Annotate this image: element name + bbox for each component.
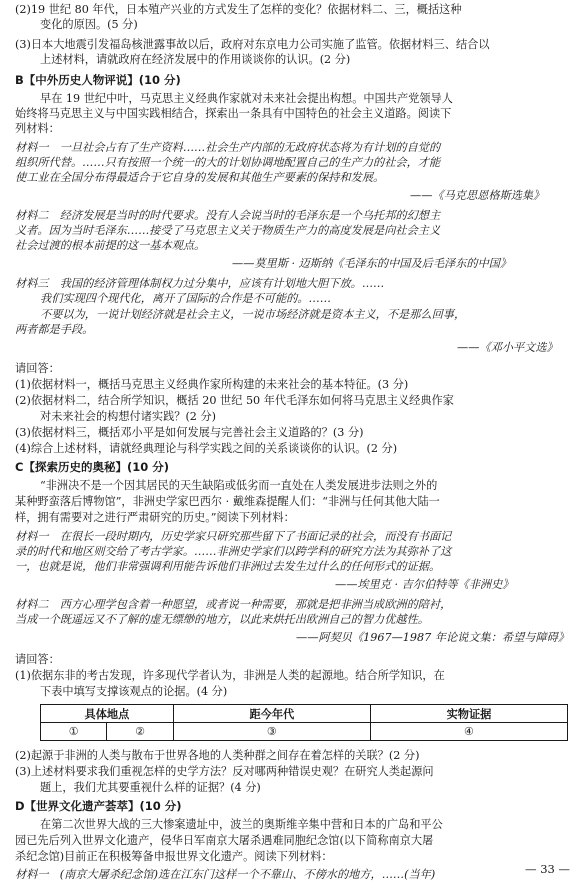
evidence-table-header-row [41,705,568,723]
section-d-material1-line1: 材料一 (南京大屠杀纪念馆)选在江东门这样一个不靠山、不傍水的地方，……(当年) [15,868,436,881]
section-b-intro-line2: 始终将马克思主义与中国实践相结合，探索出一条具有中国特色的社会主义道路。阅读下 [15,107,452,120]
section-d-heading: D【世界文化遗产荟萃】(10 分) [15,799,182,813]
section-c-question-prompt: 请回答： [15,653,60,666]
section-b-heading: B【中外历史人物评说】(10 分) [15,73,181,87]
evidence-table-cell-2[interactable]: ② [107,723,173,741]
evidence-table-header-location: 具体地点 [41,705,174,723]
section-c-material1-line2: 录的时代和地区则交给了考古学家。……非洲史学家们以跨学科的研究方法为其弥补了这 [15,545,452,558]
section-c-material1-line1: 材料一 在很长一段时期内，历史学家只研究那些留下了书面记录的社会，而没有书面记 [15,530,452,543]
section-b-question2-line2: 对未来社会的构想付诸实践？(2 分) [40,410,217,423]
evidence-table-header-evidence: 实物证据 [370,705,567,723]
page-number: — 33 — [525,862,570,876]
section-c-material1-source: ——埃里克 · 吉尔伯特等《非洲史》 [335,578,514,591]
section-c-question1-line2: 下表中填写支撑该观点的论据。(4 分) [40,685,228,698]
section-b-material1-line1: 材料一 一旦社会占有了生产资料……社会生产内部的无政府状态将为有计划的自觉的 [15,141,441,154]
question-a2-line2: 变化的原因。(5 分) [40,18,138,31]
section-b-question4: (4)综合上述材料，请就经典理论与科学实践之间的关系谈谈你的认识。(2 分) [15,442,398,455]
section-b-material2-line2: 义者。因为当时毛泽东……接受了马克思主义关于物质生产力的高度发展是向社会主义 [15,224,441,237]
section-d-intro-line3: 杀纪念馆)目前正在积极筹备申报世界文化遗产。阅读下列材料： [15,850,333,863]
section-b-intro-line3: 列材料： [15,122,60,135]
evidence-table [40,704,568,741]
evidence-table-header-age: 距今年代 [173,705,370,723]
evidence-table-answer-row [41,723,568,741]
section-b-material2-line3: 社会过渡的根本前提的这一基本观点。 [15,239,206,252]
section-c-material1-line3: 一，也就是说，他们非常强调利用能告诉他们非洲过去发生过什么的任何形式的证据。 [15,560,441,573]
section-c-intro-line3: 样，拥有需要对之进行严肃研究的历史。”阅读下列材料： [15,511,295,524]
evidence-table-cell-4[interactable]: ④ [370,723,567,741]
section-c-material2-line1: 材料二 西方心理学包含着一种愿望，或者说一种需要，那就是把非洲当成欧洲的陪衬， [15,598,452,611]
section-b-material1-line2: 组织所代替。……只有按照一个统一的大的计划协调地配置自己的生产力的社会，才能 [15,156,441,169]
section-b-question1: (1)依据材料一，概括马克思主义经典作家所构建的未来社会的基本特征。(3 分) [15,378,409,391]
section-c-material2-source: ——阿契贝《1967—1987 年论说文集：希望与障碍》 [296,631,570,644]
section-c-intro-line2: 某种野蛮落后博物馆”，非洲史学家巴西尔 · 戴维森提醒人们：“非洲与任何其他大陆一 [15,495,440,508]
section-b-question3: (3)依据材料三，概括邓小平是如何发展与完善社会主义道路的？(3 分) [15,426,364,439]
section-b-material2-line1: 材料二 经济发展是当时的时代要求。没有人会说当时的毛泽东是一个乌托邦的幻想主 [15,209,441,222]
section-b-material3-line3: 不要以为，一说计划经济就是社会主义，一说市场经济就是资本主义，不是那么回事， [40,308,466,321]
section-c-question3-line1: (3)上述材料要求我们重视怎样的史学方法？反对哪两种错误史观？在研究人类起源问 [15,765,434,778]
section-b-question2-line1: (2)依据材料二，结合所学知识，概括 20 世纪 50 年代毛泽东如何将马克思主义经典作家 [15,394,454,407]
section-c-heading: C【探索历史的奥秘】(10 分) [15,460,169,474]
section-c-material2-line2: 当成一个既遥远又不了解的虚无缥缈的地方，以此来烘托出欧洲自己的智力优越性。 [15,613,429,626]
section-b-material1-line3: 使工业在全国分布得最适合于它自身的发展和其他生产要素的保持和发展。 [15,171,385,184]
section-b-question-prompt: 请回答： [15,362,60,375]
section-c-intro-line1: “非洲决不是一个因其居民的天生缺陷或低劣而一直处在人类发展进步法则之外的 [40,479,438,492]
question-a3-line2: 上述材料，请就政府在经济发展中的作用谈谈你的认识。(2 分) [40,53,351,66]
section-c-question3-line2: 题上，我们尤其要重视什么样的证据？(4 分) [40,781,261,794]
section-b-material1-source: ——《马克思恩格斯选集》 [410,189,545,202]
section-b-material3-line1: 材料三 我国的经济管理体制权力过分集中，应该有计划地大胆下放。…… [15,277,385,290]
section-b-material3-line2: 我们实现四个现代化，离开了国际的合作是不可能的。…… [40,292,331,305]
section-b-material3-source: ——《邓小平文选》 [457,341,558,354]
section-b-intro-line1: 早在 19 世纪中叶，马克思主义经典作家就对未来社会提出构想。中国共产党领导人 [40,92,453,105]
section-b-material2-source: ——莫里斯 · 迈斯纳《毛泽东的中国及后毛泽东的中国》 [232,257,512,270]
question-a2-line1: (2)19 世纪 80 年代，日本殖产兴业的方式发生了怎样的变化？依据材料二、三，概括这种 [15,3,462,16]
question-a3-line1: (3)日本大地震引发福岛核泄露事故以后，政府对东京电力公司实施了监管。依据材料三、结合以 [15,38,490,51]
section-b-material3-line4: 两者都是手段。 [15,323,94,336]
section-c-question1-line1: (1)依据东非的考古发现，许多现代学者认为，非洲是人类的起源地。结合所学知识，在 [15,669,445,682]
section-d-intro-line2: 园已先后列入世界文化遗产，侵华日军南京大屠杀遇难同胞纪念馆(以下简称南京大屠 [15,834,434,847]
section-c-question2: (2)起源于非洲的人类与散布于世界各地的人类种群之间存在着怎样的关联？(2 分) [15,749,420,762]
evidence-table-cell-3[interactable]: ③ [173,723,370,741]
evidence-table-cell-1[interactable]: ① [41,723,107,741]
section-d-intro-line1: 在第二次世界大战的三大惨案遗址中，波兰的奥斯维辛集中营和日本的广岛和平公 [40,818,443,831]
